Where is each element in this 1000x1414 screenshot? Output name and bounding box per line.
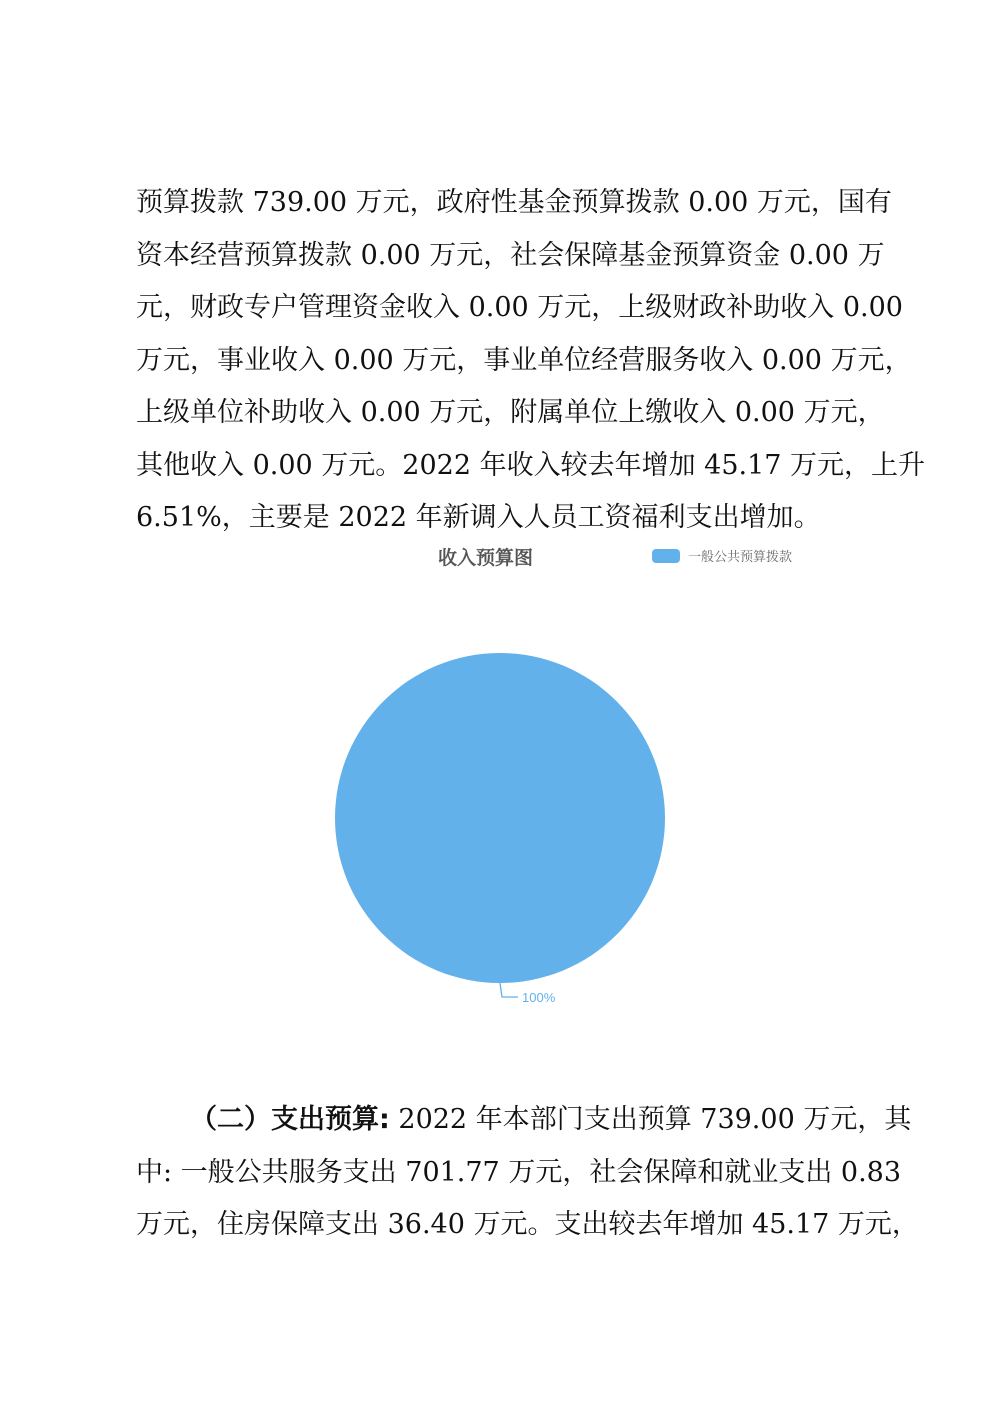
legend-label: 一般公共预算拨款 [688,550,793,565]
text-line: 中: 一般公共服务支出 701.77 万元，社会保障和就业支出 0.83 [136,1156,902,1188]
income-paragraph [136,177,926,545]
text-line: 6.51%，主要是 2022 年新调入人员工资福利支出增加。 [136,502,821,533]
text-line: 万元，住房保障支出 36.40 万元。支出较去年增加 45.17 万元， [136,1209,919,1240]
text-line: 上级单位补助收入 0.00 万元，附属单位上缴收入 0.00 万元， [136,397,885,428]
chart-title: 收入预算图 [438,547,534,569]
text-line: 元，财政专户管理资金收入 0.00 万元，上级财政补助收入 0.00 [136,292,903,323]
income-pie-chart [300,535,860,1035]
text-line: 预算拨款 739.00 万元，政府性基金预算拨款 0.00 万元，国有 [136,187,892,218]
pie-slice [335,653,665,983]
slice-data-label: 100% [522,990,556,1005]
slice-leader-line [500,983,518,997]
text-line: 万元，事业收入 0.00 万元，事业单位经营服务收入 0.00 万元， [136,344,912,376]
expenditure-paragraph [136,1094,919,1252]
text-line: 其他收入 0.00 万元。2022 年收入较去年增加 45.17 万元，上升 [136,449,926,481]
text-line [136,1094,912,1147]
text-line: 资本经营预算拨款 0.00 万元，社会保障基金预算资金 0.00 万 [136,239,885,271]
text-fragment: 2022 年本部门支出预算 739.00 万元，其 [389,1104,912,1135]
section-heading: （二）支出预算: [190,1104,390,1135]
